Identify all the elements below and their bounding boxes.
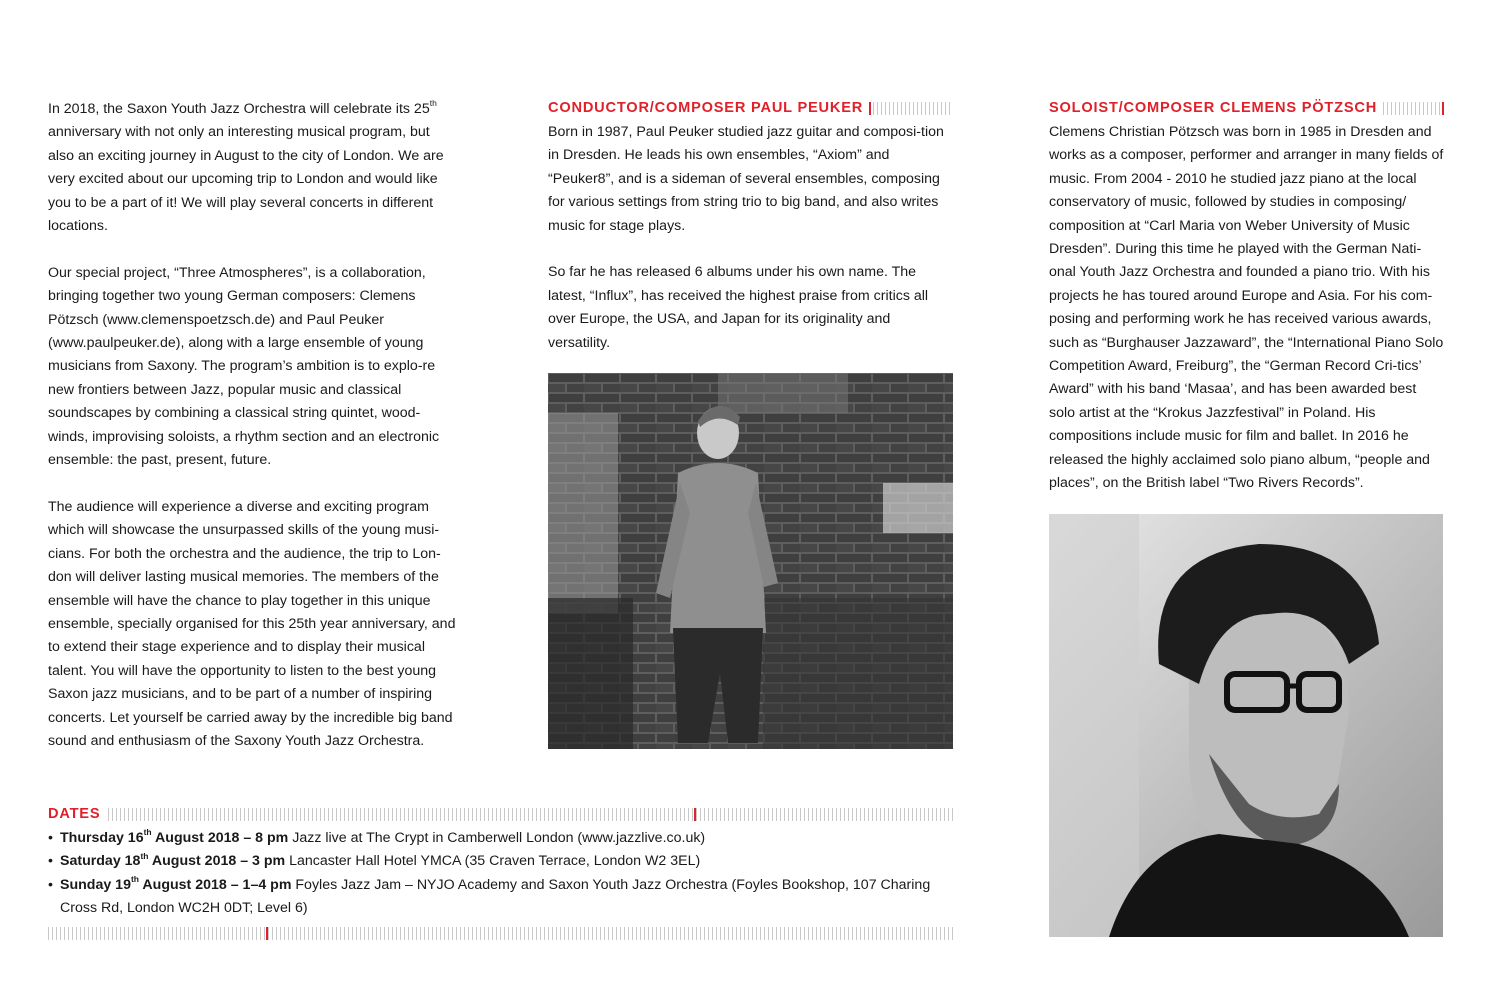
soloist-heading-text: SOLOIST/COMPOSER CLEMENS PÖTZSCH [1049, 100, 1378, 116]
date-desc: Foyles Jazz Jam – NYJO Academy and Saxon Youth Jazz Orchestra (Foyles Bookshop, 107 Charing Cross Rd, London WC2H 0DT; Level 6) [60, 876, 931, 917]
conductor-column [548, 98, 953, 355]
dates-list [48, 827, 953, 921]
intro-p1-text: In 2018, the Saxon Youth Jazz Orchestra will celebrate its 25 [48, 101, 430, 117]
intro-column [48, 98, 458, 753]
conductor-heading-text: CONDUCTOR/COMPOSER PAUL PEUKER [548, 100, 864, 116]
dates-heading [48, 804, 953, 824]
date-desc: Lancaster Hall Hotel YMCA (35 Craven Terrace, London W2 3EL) [285, 853, 701, 870]
date-sup: th [130, 874, 139, 885]
conductor-paragraph-2: So far he has released 6 albums under his own name. The latest, “Influx”, has received the highest praise from critics all over Europe, the USA, and Japan for its originality and versatility. [548, 264, 929, 351]
bottom-rule [48, 927, 953, 940]
date-sup: th [143, 827, 152, 838]
heading-rule [108, 808, 953, 821]
dates-heading-text: DATES [48, 806, 101, 822]
soloist-heading [1049, 98, 1444, 118]
clemens-poetzsch-photo [1049, 514, 1443, 937]
date-day: Saturday 18 [60, 853, 141, 870]
conductor-heading [548, 98, 953, 118]
date-when: August 2018 – 8 pm [151, 830, 289, 846]
conductor-paragraph-1: Born in 1987, Paul Peuker studied jazz guitar and composi-tion in Dresden. He leads his own ensembles, “Axiom” and “Peuker8”, and is a sideman of several ensembles, composing for various settings from string trio to big band, and also writes music for stage plays. [548, 124, 944, 234]
dates-section [48, 804, 953, 940]
date-day: Thursday 16 [60, 830, 144, 846]
intro-p1-text-rest: anniversary with not only an interesting musical program, but also an exciting journey in August to the city of London. We are very excited about our upcoming trip to London and would like you to be a part of it! We will play several concerts in different locations. [48, 124, 444, 235]
paul-peuker-photo [548, 373, 953, 749]
date-desc: Jazz live at The Crypt in Camberwell London (www.jazzlive.co.uk) [288, 830, 706, 846]
list-item [48, 827, 953, 850]
heading-rule [1383, 102, 1444, 115]
soloist-paragraph-1: Clemens Christian Pötzsch was born in 1985 in Dresden and works as a composer, performer and arranger in many fields of music. From 2004 - 2010 he studied jazz piano at the local conservatory of music, followed by studies in composing/ composition at “Carl Maria von Weber University of Music Dresden”. During this time he played with the German Nati-onal Youth Jazz Orchestra and founded a piano trio. With his projects he has toured around Europe and Asia. For his com-posing and performing work he has received various awards, such as “Burghauser Jazzaward”, the “International Piano Solo Competition Award, Freiburg”, the “German Record Cri-tics’ Award” with his band ‘Masaa’, and has been awarded best solo artist at the “Krokus Jazzfestival” in Poland. His compositions include music for film and ballet. In 2016 he released the highly acclaimed solo piano album, “people and places”, on the British label “Two Rivers Records”. [1049, 124, 1444, 492]
intro-paragraph-3: The audience will experience a diverse and exciting program which will showcase the unsurpassed skills of the young musi-cians. For both the orchestra and the audience, the trip to Lon-don will deliver lasting musical memories. The members of the ensemble will have the chance to play together in this unique ensemble, specially organised for this 25th year anniversary, and to extend their stage experience and to display their musical talent. You will have the opportunity to listen to the best young Saxon jazz musicians, and to be part of a number of inspiring concerts. Let yourself be carried away by the incredible big band sound and enthusiasm of the Saxony Youth Jazz Orchestra. [48, 498, 456, 749]
soloist-column [1049, 98, 1444, 496]
date-sup: th [140, 850, 149, 861]
list-item [48, 850, 953, 873]
list-item [48, 874, 953, 921]
intro-p1-sup: th [429, 98, 437, 109]
date-day: Sunday 19 [60, 876, 131, 893]
date-when: August 2018 – 3 pm [148, 853, 286, 870]
intro-paragraph-1 [48, 98, 458, 238]
date-when: August 2018 – 1–4 pm [139, 876, 292, 893]
heading-rule [869, 102, 953, 115]
intro-paragraph-2: Our special project, “Three Atmospheres”, is a collaboration, bringing together two young German composers: Clemens Pötzsch (www.clemenspoetzsch.de) and Paul Peuker (www.paulpeuker.de), along with a large ensemble of young musicians from Saxony. The program’s ambition is to explo-re new frontiers between Jazz, popular music and classical soundscapes by combining a classical string quintet, wood-winds, improvising soloists, a rhythm section and an electronic ensemble: the past, present, future. [48, 264, 440, 469]
